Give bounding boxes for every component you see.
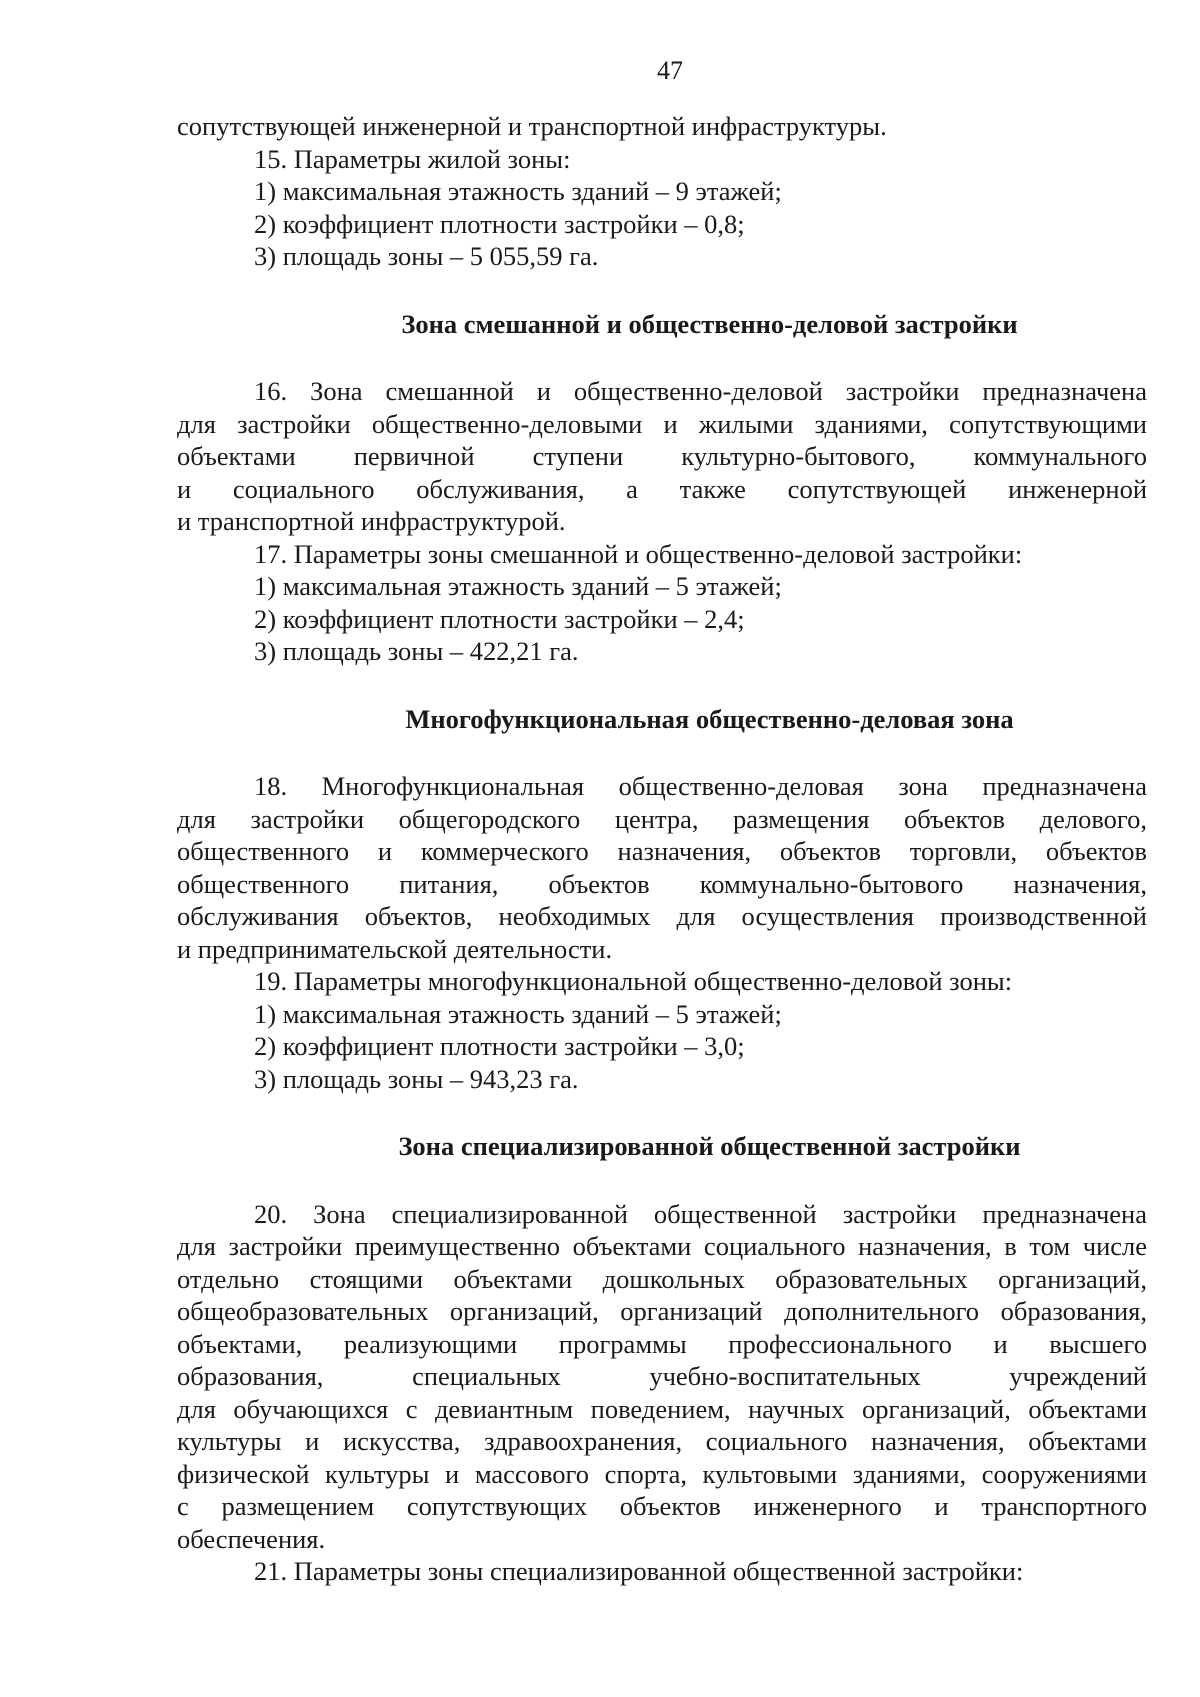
paragraph-line: объектами первичной ступени культурно-бытового, коммунального <box>177 441 1147 471</box>
paragraph-line: для застройки общественно-деловыми и жилыми зданиями, сопутствующими <box>177 408 1147 439</box>
paragraph-line: физической культуры и массового спорта, культовыми зданиями, сооружениями <box>177 1458 1147 1489</box>
paragraph-line: общеобразовательных организаций, организаций дополнительного образования, <box>177 1296 1147 1326</box>
document-body <box>177 110 1147 1588</box>
list-item: 1) максимальная этажность зданий – 9 этажей; <box>254 176 782 206</box>
paragraph-line: отдельно стоящими объектами дошкольных образовательных организаций, <box>177 1263 1147 1294</box>
list-item: 3) площадь зоны – 422,21 га. <box>254 636 579 666</box>
paragraph-line: 20. Зона специализированной общественной застройки предназначена <box>254 1198 1147 1229</box>
list-item: 2) коэффициент плотности застройки – 2,4; <box>254 603 745 634</box>
paragraph-line: культуры и искусства, здравоохранения, социального назначения, объектами <box>177 1426 1147 1456</box>
paragraph-line: обеспечения. <box>177 1523 326 1554</box>
paragraph-line: и социального обслуживания, а также сопутствующей инженерной <box>177 473 1147 504</box>
paragraph-line: объектами, реализующими программы профессионального и высшего <box>177 1328 1147 1359</box>
section-heading: Зона смешанной и общественно-деловой застройки <box>401 308 1018 339</box>
section-heading: Зона специализированной общественной застройки <box>398 1131 1021 1161</box>
list-item: 3) площадь зоны – 5 055,59 га. <box>254 241 599 271</box>
paragraph-line: 15. Параметры жилой зоны: <box>254 143 571 174</box>
paragraph-line: с размещением сопутствующих объектов инженерного и транспортного <box>177 1491 1147 1521</box>
list-item: 2) коэффициент плотности застройки – 3,0; <box>254 1031 745 1061</box>
paragraph-line: 17. Параметры зоны смешанной и общественно-деловой застройки: <box>254 538 1023 569</box>
paragraph-line: для застройки преимущественно объектами социального назначения, в том числе <box>177 1231 1147 1261</box>
paragraph-line: обслуживания объектов, необходимых для осуществления производственной <box>177 901 1147 931</box>
paragraph-line: 19. Параметры многофункциональной общественно-деловой зоны: <box>254 966 1013 996</box>
page-number: 47 <box>657 56 683 85</box>
paragraph-line: сопутствующей инженерной и транспортной инфраструктуры. <box>177 111 887 141</box>
paragraph-line: 21. Параметры зоны специализированной общественной застройки: <box>254 1556 1024 1586</box>
list-item: 3) площадь зоны – 943,23 га. <box>254 1063 579 1094</box>
paragraph-line: и транспортной инфраструктурой. <box>177 506 566 536</box>
section-heading: Многофункциональная общественно-деловая зона <box>405 703 1014 734</box>
paragraph-line: общественного и коммерческого назначения, объектов торговли, объектов <box>177 836 1147 866</box>
list-item: 2) коэффициент плотности застройки – 0,8; <box>254 208 745 239</box>
paragraph-line: для застройки общегородского центра, размещения объектов делового, <box>177 803 1147 834</box>
list-item: 1) максимальная этажность зданий – 5 этажей; <box>254 998 782 1029</box>
paragraph-line: общественного питания, объектов коммунально-бытового назначения, <box>177 868 1147 899</box>
list-item: 1) максимальная этажность зданий – 5 этажей; <box>254 571 782 601</box>
paragraph-line: и предпринимательской деятельности. <box>177 933 613 964</box>
paragraph-line: образования, специальных учебно-воспитательных учреждений <box>177 1361 1147 1391</box>
paragraph-line: 18. Многофункциональная общественно-деловая зона предназначена <box>254 771 1147 801</box>
paragraph-line: для обучающихся с девиантным поведением, научных организаций, объектами <box>177 1393 1147 1424</box>
paragraph-line: 16. Зона смешанной и общественно-деловой застройки предназначена <box>254 376 1147 406</box>
